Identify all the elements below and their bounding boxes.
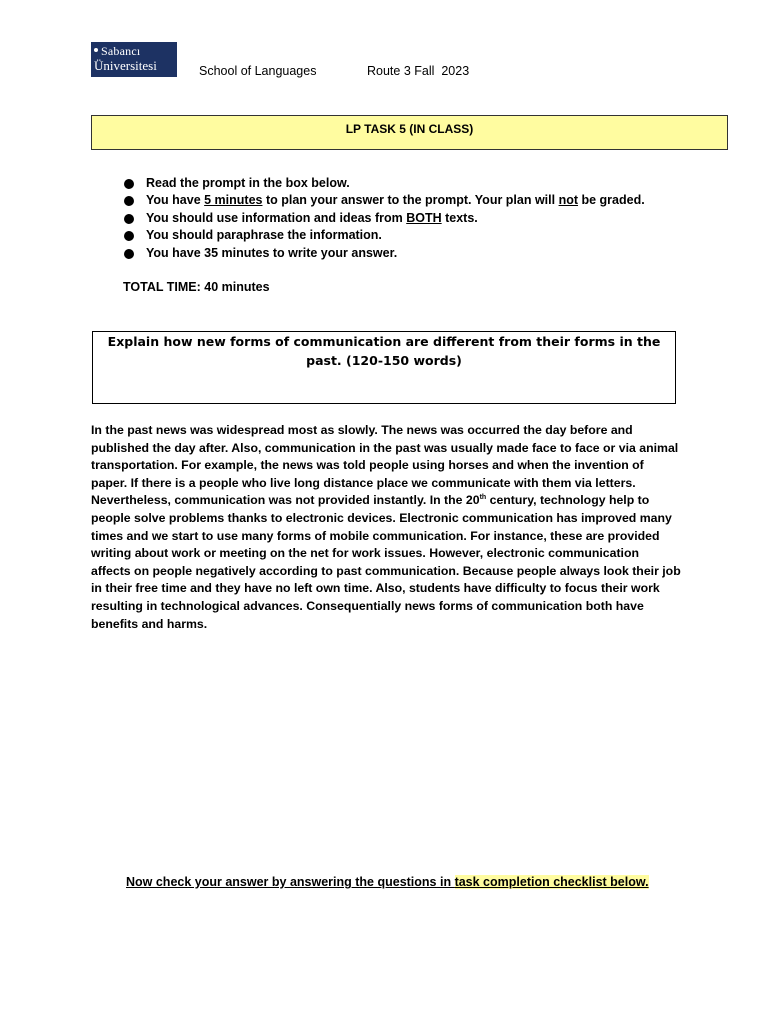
instruction-item: [124, 192, 645, 209]
prompt-text: Explain how new forms of communication are different from their forms in the past. (120-150 words): [107, 334, 661, 368]
logo-line2: Üniversitesi: [94, 58, 157, 73]
instruction-text-post: be graded.: [578, 193, 645, 208]
header-school: School of Languages: [199, 64, 317, 78]
instruction-text: Read the prompt in the box below.: [146, 176, 350, 190]
task-title: LP TASK 5 (IN CLASS): [345, 122, 474, 136]
instruction-underlined: BOTH: [406, 210, 442, 225]
instruction-text: You should paraphrase the information.: [146, 228, 382, 243]
bullet-icon: [124, 196, 134, 206]
header-route: Route 3 Fall 2023: [367, 64, 470, 78]
instruction-item: [124, 245, 645, 262]
instruction-underlined: not: [558, 193, 579, 208]
instruction-underlined: 5 minutes: [204, 193, 263, 208]
check-note-highlight: task completion checklist below.: [454, 875, 649, 889]
answer-text-part2: century, technology help to people solve problems thanks to electronic devices. Electronic communication has improved many times and we start to use many forms of mobile communication. For instance, these are provided writing about work or meeting on the net for work issues. However, electronic communication affects on people negatively according to past communication. Because people always look their job in their free time and they have no left own time. Also, students have difficulty to focus their work resulting in technological advances. Consequentially news forms of communication both have benefits and harms.: [91, 493, 681, 631]
answer-text-part1: In the past news was widespread most as slowly. The news was occurred the day before and published the day after. Also, communication in the past was usually made face to face or via animal transportation. For example, the news was told people using horses and when the invention of paper. If there is a people who live long distance place we communicate with them via letters. Nevertheless, communication was not provided instantly. In the 20: [91, 423, 679, 508]
instruction-text-post: texts.: [441, 210, 478, 225]
answer-superscript: th: [479, 494, 487, 502]
bullet-icon: [124, 214, 134, 224]
bullet-icon: [124, 249, 134, 259]
bullet-icon: [124, 179, 134, 189]
logo-dot: [94, 48, 98, 52]
sabanci-university-logo: [91, 42, 177, 77]
logo-line1: Sabancı: [101, 44, 141, 58]
check-note-text: Now check your answer by answering the questions in: [126, 875, 455, 889]
check-note: [126, 875, 649, 889]
instruction-item: [124, 227, 645, 244]
instruction-text: You have 35 minutes to write your answer.: [146, 245, 398, 260]
prompt-box: [92, 331, 676, 404]
total-time: TOTAL TIME: 40 minutes: [123, 280, 270, 294]
instruction-item: [124, 210, 645, 227]
answer-paragraph: [91, 422, 681, 633]
instruction-item: [124, 175, 645, 192]
instruction-text-mid: to plan your answer to the prompt. Your plan will: [262, 193, 559, 208]
bullet-icon: [124, 231, 134, 241]
task-title-box: [91, 115, 728, 150]
instruction-list: [124, 175, 645, 262]
instruction-text-pre: You have: [146, 193, 205, 208]
instruction-text-pre: You should use information and ideas from: [146, 210, 407, 225]
